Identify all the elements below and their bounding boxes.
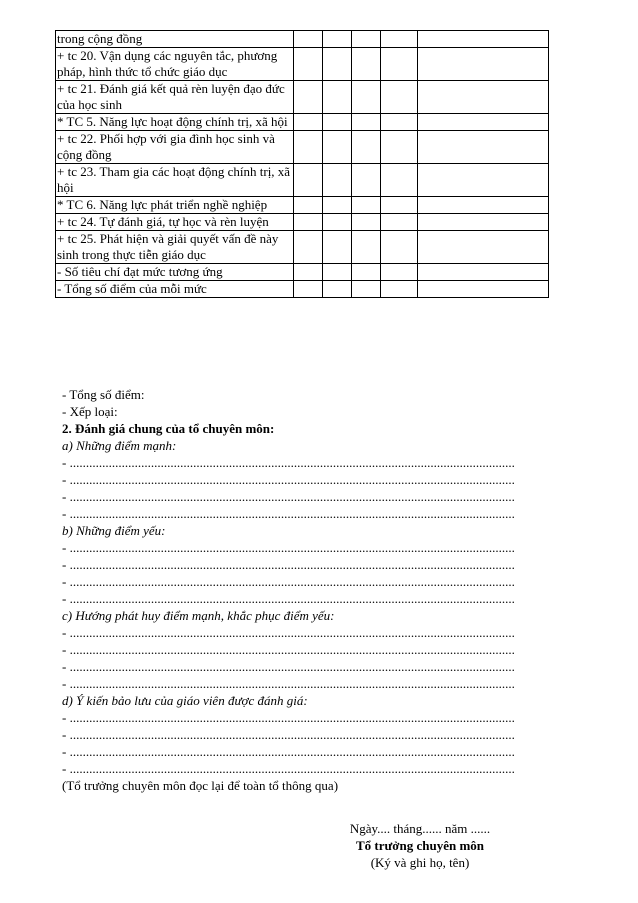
score-cell[interactable] <box>418 197 549 214</box>
criteria-label: + tc 20. Vận dụng các nguyên tắc, phương pháp, hình thức tổ chức giáo dục <box>56 48 294 81</box>
score-cell[interactable] <box>294 48 323 81</box>
dotted-line: - ......................................................................................................................................... <box>62 557 515 572</box>
total-points-label: - Tổng số điểm: <box>62 387 145 402</box>
score-cell[interactable] <box>418 114 549 131</box>
improvement-heading: c) Hướng phát huy điểm mạnh, khắc phục điểm yếu: <box>62 608 335 623</box>
score-cell[interactable] <box>418 164 549 197</box>
dotted-line: - ......................................................................................................................................... <box>62 540 515 555</box>
score-cell[interactable] <box>294 164 323 197</box>
score-cell[interactable] <box>294 81 323 114</box>
score-cell[interactable] <box>352 197 381 214</box>
score-cell[interactable] <box>352 214 381 231</box>
score-cell[interactable] <box>381 197 418 214</box>
score-cell[interactable] <box>323 231 352 264</box>
dotted-line: - ......................................................................................................................................... <box>62 710 515 725</box>
signature-title: Tổ trưởng chuyên môn <box>355 838 485 853</box>
score-cell[interactable] <box>418 131 549 164</box>
score-cell[interactable] <box>381 114 418 131</box>
score-cell[interactable] <box>381 81 418 114</box>
score-cell[interactable] <box>418 81 549 114</box>
dotted-line: - ......................................................................................................................................... <box>62 489 515 504</box>
score-cell[interactable] <box>381 264 418 281</box>
signature-date: Ngày.... tháng...... năm ...... <box>349 821 491 836</box>
score-cell[interactable] <box>294 231 323 264</box>
score-cell[interactable] <box>381 214 418 231</box>
score-cell[interactable] <box>294 131 323 164</box>
criteria-row <box>56 131 549 164</box>
criteria-row <box>56 31 549 48</box>
score-cell[interactable] <box>381 48 418 81</box>
score-cell[interactable] <box>323 48 352 81</box>
approval-note: (Tổ trưởng chuyên môn đọc lại để toàn tổ thông qua) <box>62 778 339 793</box>
score-cell[interactable] <box>418 31 549 48</box>
score-cell[interactable] <box>294 197 323 214</box>
score-cell[interactable] <box>294 264 323 281</box>
score-cell[interactable] <box>323 131 352 164</box>
score-cell[interactable] <box>418 281 549 298</box>
dotted-line: - ......................................................................................................................................... <box>62 659 515 674</box>
score-cell[interactable] <box>418 214 549 231</box>
score-cell[interactable] <box>323 164 352 197</box>
dotted-line: - ......................................................................................................................................... <box>62 676 515 691</box>
dotted-line: - ......................................................................................................................................... <box>62 506 515 521</box>
strengths-heading: a) Những điểm mạnh: <box>62 438 177 453</box>
criteria-label: trong cộng đồng <box>56 31 294 48</box>
score-cell[interactable] <box>381 131 418 164</box>
criteria-row <box>56 114 549 131</box>
classification-label: - Xếp loại: <box>62 404 118 419</box>
score-cell[interactable] <box>352 81 381 114</box>
criteria-label: + tc 23. Tham gia các hoạt động chính trị, xã hội <box>56 164 294 197</box>
criteria-row <box>56 264 549 281</box>
score-cell[interactable] <box>352 164 381 197</box>
score-cell[interactable] <box>323 281 352 298</box>
score-cell[interactable] <box>381 281 418 298</box>
criteria-label: + tc 25. Phát hiện và giải quyết vấn đề này sinh trong thực tiễn giáo dục <box>56 231 294 264</box>
weaknesses-heading: b) Những điểm yếu: <box>62 523 166 538</box>
criteria-label: * TC 5. Năng lực hoạt động chính trị, xã hội <box>56 114 294 131</box>
score-cell[interactable] <box>294 214 323 231</box>
dotted-line: - ......................................................................................................................................... <box>62 591 515 606</box>
score-cell[interactable] <box>352 48 381 81</box>
criteria-label: * TC 6. Năng lực phát triển nghề nghiệp <box>56 197 294 214</box>
score-cell[interactable] <box>381 231 418 264</box>
section-heading: 2. Đánh giá chung của tổ chuyên môn: <box>62 421 275 436</box>
score-cell[interactable] <box>323 214 352 231</box>
score-cell[interactable] <box>323 264 352 281</box>
evaluation-table <box>55 30 549 298</box>
dotted-line: - ......................................................................................................................................... <box>62 472 515 487</box>
dotted-line: - ......................................................................................................................................... <box>62 455 515 470</box>
criteria-label: + tc 24. Tự đánh giá, tự học và rèn luyện <box>56 214 294 231</box>
score-cell[interactable] <box>381 31 418 48</box>
score-cell[interactable] <box>294 281 323 298</box>
score-cell[interactable] <box>352 231 381 264</box>
criteria-row <box>56 164 549 197</box>
table-body <box>56 31 549 298</box>
criteria-label: - Số tiêu chí đạt mức tương ứng <box>56 264 294 281</box>
dotted-line: - ......................................................................................................................................... <box>62 744 515 759</box>
score-cell[interactable] <box>381 164 418 197</box>
score-cell[interactable] <box>294 114 323 131</box>
signature-instruction: (Ký và ghi họ, tên) <box>370 855 470 870</box>
signature-block <box>320 820 520 871</box>
score-cell[interactable] <box>352 264 381 281</box>
dotted-line: - ......................................................................................................................................... <box>62 761 515 776</box>
criteria-label: + tc 21. Đánh giá kết quả rèn luyện đạo đức của học sinh <box>56 81 294 114</box>
criteria-row <box>56 81 549 114</box>
score-cell[interactable] <box>323 81 352 114</box>
criteria-row <box>56 281 549 298</box>
score-cell[interactable] <box>418 48 549 81</box>
score-cell[interactable] <box>352 281 381 298</box>
evaluation-content <box>62 386 550 794</box>
dotted-line: - ......................................................................................................................................... <box>62 642 515 657</box>
score-cell[interactable] <box>352 131 381 164</box>
score-cell[interactable] <box>294 31 323 48</box>
dotted-line: - ......................................................................................................................................... <box>62 574 515 589</box>
score-cell[interactable] <box>418 264 549 281</box>
criteria-row <box>56 214 549 231</box>
score-cell[interactable] <box>418 231 549 264</box>
criteria-row <box>56 197 549 214</box>
dotted-line: - ......................................................................................................................................... <box>62 727 515 742</box>
score-cell[interactable] <box>323 114 352 131</box>
reservation-heading: d) Ý kiến bảo lưu của giáo viên được đánh giá: <box>62 693 308 708</box>
score-cell[interactable] <box>323 31 352 48</box>
criteria-label: + tc 22. Phối hợp với gia đình học sinh và cộng đồng <box>56 131 294 164</box>
score-cell[interactable] <box>352 31 381 48</box>
criteria-label: - Tổng số điểm của mỗi mức <box>56 281 294 298</box>
criteria-row <box>56 231 549 264</box>
dotted-line: - ......................................................................................................................................... <box>62 625 515 640</box>
score-cell[interactable] <box>352 114 381 131</box>
score-cell[interactable] <box>323 197 352 214</box>
criteria-row <box>56 48 549 81</box>
